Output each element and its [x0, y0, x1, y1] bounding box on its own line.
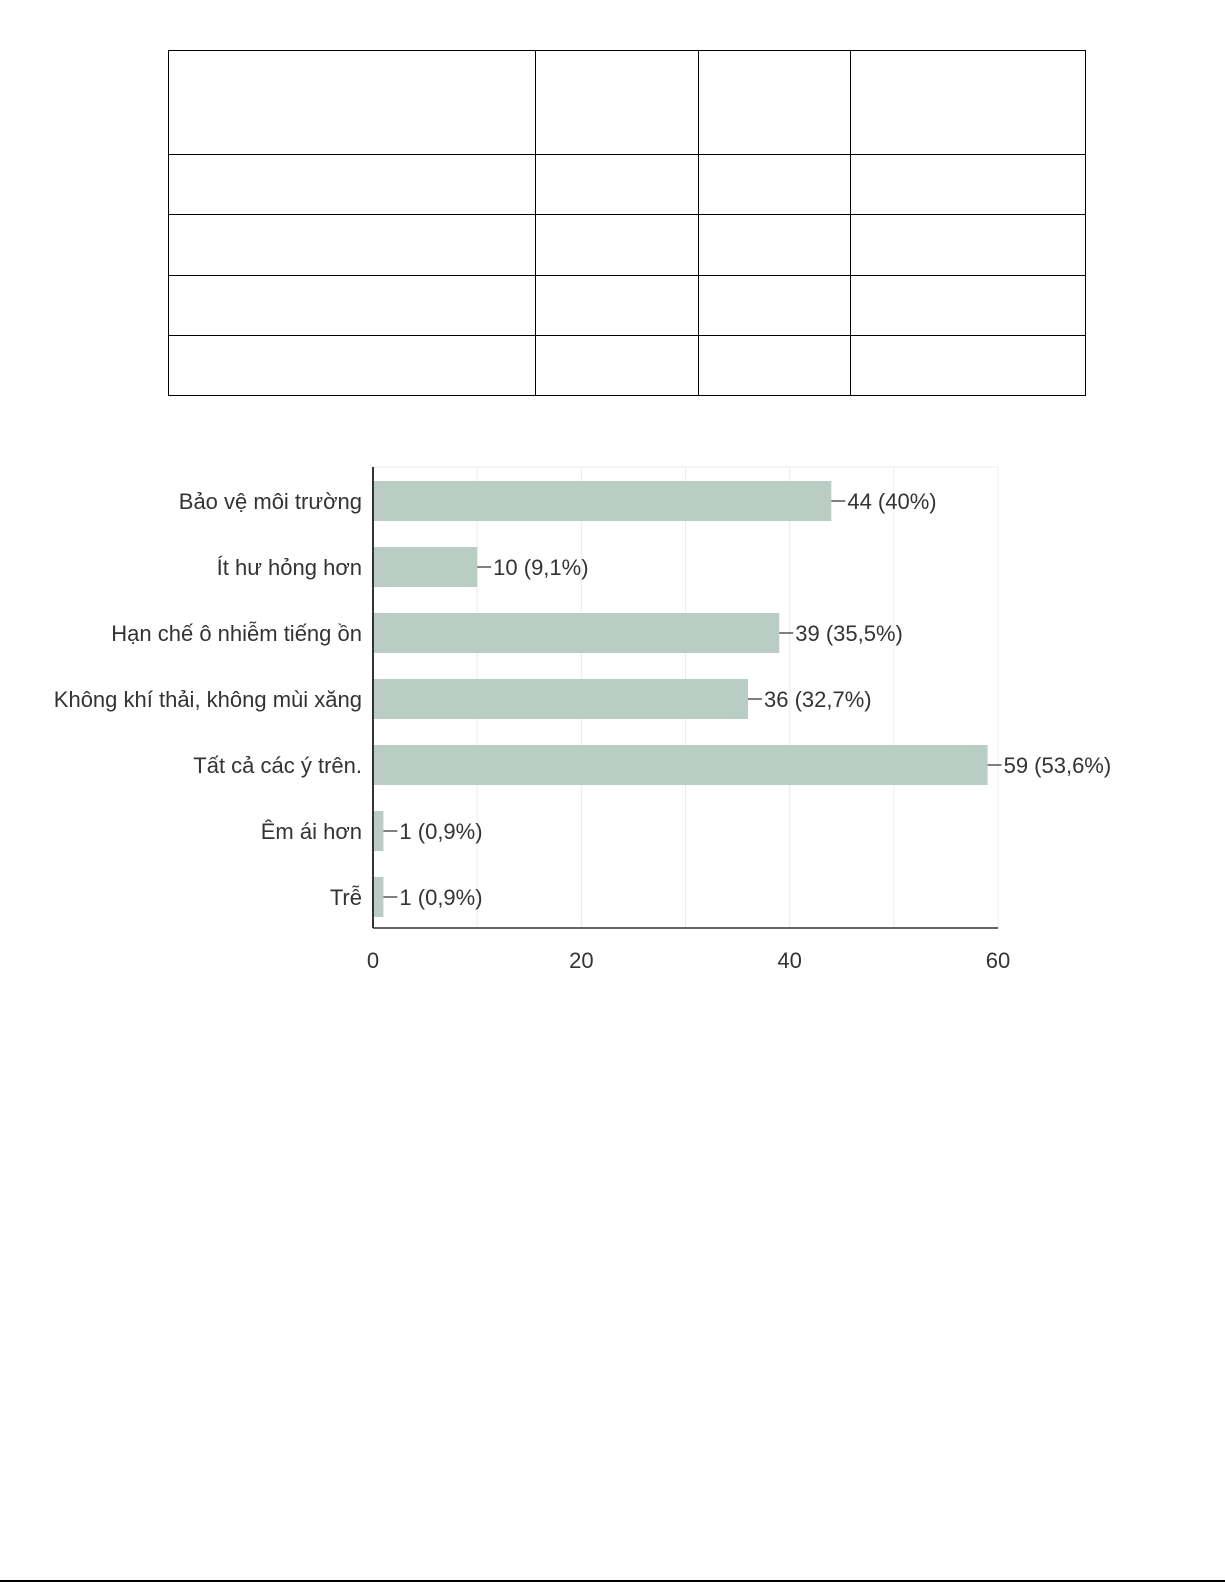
- category-label: Không khí thải, không mùi xăng: [53, 687, 362, 712]
- data-label: 1 (0,9%): [399, 885, 483, 910]
- data-label: 36 (32,7%): [764, 687, 872, 712]
- category-label: Tất cả các ý trên.: [193, 753, 362, 778]
- category-label: Hạn chế ô nhiễm tiếng ồn: [111, 621, 362, 646]
- category-label: Ít hư hỏng hơn: [216, 555, 362, 580]
- bar: [373, 547, 477, 587]
- data-label: 1 (0,9%): [399, 819, 483, 844]
- bar: [373, 481, 831, 521]
- category-label: Trễ: [329, 885, 362, 910]
- bar: [373, 811, 383, 851]
- category-label: Bảo vệ môi trường: [178, 489, 362, 514]
- x-tick-label: 40: [777, 948, 802, 973]
- data-label: 39 (35,5%): [795, 621, 903, 646]
- data-label: 59 (53,6%): [1003, 753, 1112, 778]
- bar: [373, 613, 779, 653]
- category-label: Êm ái hơn: [260, 819, 362, 844]
- page-bottom-rule: [0, 1580, 1225, 1582]
- data-label: 44 (40%): [847, 489, 937, 514]
- bar: [373, 877, 383, 917]
- bar: [373, 679, 748, 719]
- x-tick-label: 60: [985, 948, 1011, 973]
- x-tick-label: 0: [366, 948, 380, 973]
- bar: [373, 745, 988, 785]
- x-tick-label: 20: [569, 948, 594, 973]
- data-label: 10 (9,1%): [493, 555, 589, 580]
